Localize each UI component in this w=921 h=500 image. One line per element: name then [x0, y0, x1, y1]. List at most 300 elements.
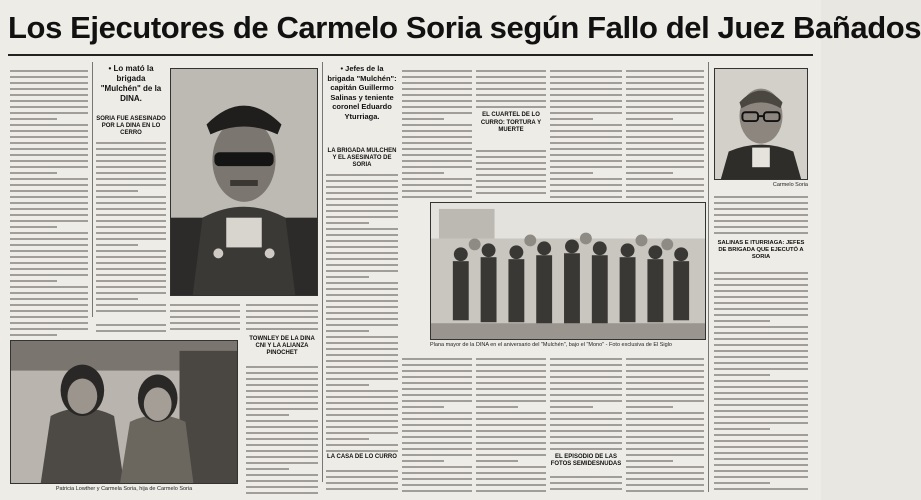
text-line: [476, 436, 546, 438]
text-line: [326, 300, 398, 302]
text-line: [550, 76, 622, 78]
text-line: [714, 338, 808, 340]
text-line: [476, 106, 546, 108]
text-line: [246, 450, 318, 452]
text-line: [626, 136, 704, 138]
text-line: [714, 202, 808, 204]
text-line: [326, 444, 398, 446]
body-column-7b: [550, 354, 622, 450]
text-line: [626, 370, 704, 372]
text-line: [550, 436, 622, 438]
text-line: [402, 394, 472, 396]
caption-group-photo: Plana mayor de la DINA en el aniversario del "Mulchén", bajo el "Mono" - Foto exclusiva de El Siglo: [430, 342, 672, 348]
text-line: [96, 244, 138, 246]
text-line: [246, 474, 318, 476]
text-line: [476, 186, 546, 188]
text-line: [326, 432, 398, 434]
text-line: [246, 462, 318, 464]
text-line: [10, 94, 88, 96]
text-line: [246, 372, 318, 374]
text-line: [626, 472, 704, 474]
text-line: [402, 364, 472, 366]
text-line: [714, 488, 808, 490]
text-line: [402, 148, 472, 150]
text-line: [402, 166, 472, 168]
text-line: [10, 178, 88, 180]
text-line: [96, 160, 166, 162]
text-line: [626, 424, 704, 426]
text-line: [626, 442, 704, 444]
text-line: [714, 452, 808, 454]
text-line: [326, 366, 398, 368]
body-column-6b: [476, 354, 546, 494]
text-line: [10, 220, 88, 222]
text-line: [714, 434, 808, 436]
text-line: [10, 154, 88, 156]
text-line: [550, 160, 622, 162]
text-line: [550, 370, 622, 372]
text-line: [246, 468, 289, 470]
photo-carmelo-soria-portrait: [714, 68, 808, 180]
body-column-2: [96, 138, 166, 316]
text-line: [714, 386, 808, 388]
text-line: [326, 324, 398, 326]
text-line: [10, 106, 88, 108]
text-line: [476, 168, 546, 170]
text-line: [326, 204, 398, 206]
text-line: [326, 378, 398, 380]
text-line: [96, 196, 166, 198]
text-line: [714, 368, 808, 370]
text-line: [246, 492, 318, 494]
text-line: [96, 330, 166, 332]
text-line: [326, 336, 398, 338]
text-line: [402, 76, 472, 78]
text-line: [326, 438, 369, 440]
photo-dina-group: [430, 202, 706, 340]
text-line: [402, 370, 472, 372]
text-line: [326, 174, 398, 176]
text-line: [476, 484, 546, 486]
text-line: [550, 430, 622, 432]
text-line: [10, 256, 88, 258]
text-line: [10, 214, 88, 216]
text-line: [714, 226, 808, 228]
text-line: [96, 148, 166, 150]
text-line: [476, 100, 546, 102]
text-line: [476, 364, 546, 366]
body-column-3a: [170, 300, 240, 330]
text-line: [10, 238, 88, 240]
text-line: [326, 348, 398, 350]
text-line: [714, 410, 808, 412]
text-line: [402, 124, 472, 126]
kicker-dina-cerro: SORIA FUE ASESINADO POR LA DINA EN LO CERRO: [96, 116, 166, 136]
text-line: [714, 196, 808, 198]
text-line: [326, 482, 398, 484]
text-line: [476, 424, 546, 426]
text-line: [96, 268, 166, 270]
text-line: [326, 476, 398, 478]
kicker-episodio: EL EPISODIO DE LAS FOTOS SEMIDESNUDAS: [550, 454, 622, 467]
text-line: [714, 208, 808, 210]
caption-women-photo: Patricia Lowther y Carmela Soria, hija de Carmelo Soria: [55, 486, 193, 492]
text-line: [326, 246, 398, 248]
text-line: [626, 112, 704, 114]
text-line: [476, 70, 546, 72]
text-line: [550, 488, 622, 490]
text-line: [550, 442, 622, 444]
text-line: [550, 448, 622, 450]
text-line: [550, 364, 622, 366]
column-divider: [708, 62, 709, 492]
text-line: [550, 136, 622, 138]
text-line: [476, 370, 546, 372]
text-line: [246, 456, 318, 458]
text-line: [550, 130, 622, 132]
text-line: [246, 438, 318, 440]
text-line: [402, 178, 472, 180]
text-line: [96, 286, 166, 288]
text-line: [550, 418, 622, 420]
text-line: [402, 412, 472, 414]
text-line: [476, 406, 518, 408]
text-line: [402, 142, 472, 144]
text-line: [550, 424, 622, 426]
text-line: [714, 290, 808, 292]
text-line: [714, 374, 770, 376]
text-line: [246, 444, 318, 446]
text-line: [626, 160, 704, 162]
text-line: [246, 328, 318, 330]
text-line: [326, 198, 398, 200]
text-line: [550, 476, 622, 478]
text-line: [476, 448, 546, 450]
text-line: [326, 306, 398, 308]
text-line: [326, 354, 398, 356]
text-line: [714, 458, 808, 460]
text-line: [10, 208, 88, 210]
subhead-jefes: • Jefes de la brigada "Mulchén": capitán Guillermo Salinas y teniente coronel Eduardo Yturriaga.: [327, 64, 397, 121]
text-line: [626, 484, 704, 486]
text-line: [10, 112, 88, 114]
text-line: [246, 480, 318, 482]
text-line: [626, 358, 704, 360]
text-line: [10, 310, 88, 312]
text-line: [550, 394, 622, 396]
subhead-cuartel: EL CUARTEL DE LO CURRO: TORTURA Y MUERTE: [480, 112, 542, 133]
text-line: [10, 316, 88, 318]
text-line: [96, 292, 166, 294]
column-divider: [322, 62, 323, 482]
text-line: [96, 226, 166, 228]
text-line: [96, 154, 166, 156]
text-line: [476, 430, 546, 432]
text-line: [246, 426, 318, 428]
text-line: [626, 388, 704, 390]
text-line: [10, 286, 88, 288]
text-line: [10, 202, 88, 204]
text-line: [10, 130, 88, 132]
text-line: [476, 94, 546, 96]
text-line: [550, 412, 622, 414]
text-line: [326, 264, 398, 266]
text-line: [626, 124, 704, 126]
text-line: [10, 280, 57, 282]
text-line: [626, 76, 704, 78]
text-line: [402, 442, 472, 444]
text-line: [402, 196, 472, 198]
text-line: [10, 292, 88, 294]
text-line: [626, 100, 704, 102]
text-line: [714, 344, 808, 346]
text-line: [714, 308, 808, 310]
text-line: [96, 238, 166, 240]
body-column-5: [402, 66, 472, 198]
text-line: [402, 430, 472, 432]
text-line: [714, 482, 770, 484]
text-line: [714, 392, 808, 394]
text-line: [626, 88, 704, 90]
text-line: [96, 232, 166, 234]
text-line: [550, 382, 622, 384]
text-line: [714, 302, 808, 304]
text-line: [550, 166, 622, 168]
text-line: [626, 418, 704, 420]
text-line: [10, 226, 57, 228]
text-line: [10, 136, 88, 138]
text-line: [10, 100, 88, 102]
text-line: [326, 488, 398, 490]
text-line: [626, 148, 704, 150]
text-line: [402, 382, 472, 384]
text-line: [550, 376, 622, 378]
text-line: [246, 402, 318, 404]
text-line: [626, 412, 704, 414]
text-line: [476, 358, 546, 360]
column-divider: [92, 62, 93, 317]
text-line: [402, 106, 472, 108]
text-line: [402, 100, 472, 102]
text-line: [476, 82, 546, 84]
body-column-6-top: [476, 66, 546, 110]
text-line: [402, 358, 472, 360]
text-line: [402, 460, 444, 462]
text-line: [96, 172, 166, 174]
text-line: [96, 202, 166, 204]
text-line: [96, 208, 166, 210]
text-line: [714, 214, 808, 216]
text-line: [10, 298, 88, 300]
text-line: [402, 70, 472, 72]
text-line: [476, 88, 546, 90]
text-line: [326, 240, 398, 242]
text-line: [326, 312, 398, 314]
body-column-7: [550, 66, 622, 198]
text-line: [476, 162, 546, 164]
text-line: [326, 450, 398, 452]
text-line: [326, 402, 398, 404]
text-line: [96, 310, 166, 312]
text-line: [246, 414, 289, 416]
text-line: [714, 422, 808, 424]
text-line: [626, 118, 673, 120]
text-line: [550, 148, 622, 150]
text-line: [714, 326, 808, 328]
text-line: [96, 250, 166, 252]
text-line: [550, 100, 622, 102]
text-line: [626, 436, 704, 438]
text-line: [626, 430, 704, 432]
text-line: [626, 172, 673, 174]
text-line: [402, 160, 472, 162]
text-line: [10, 118, 57, 120]
body-column-4: [326, 170, 398, 452]
text-line: [550, 94, 622, 96]
body-column-3b: [246, 300, 318, 330]
text-line: [626, 142, 704, 144]
text-line: [326, 470, 398, 472]
text-line: [626, 130, 704, 132]
photo-officer-portrait: [170, 68, 318, 296]
text-line: [326, 270, 398, 272]
text-line: [402, 184, 472, 186]
text-line: [10, 244, 88, 246]
text-line: [550, 82, 622, 84]
body-column-2b: [96, 320, 166, 332]
text-line: [326, 222, 369, 224]
text-line: [246, 390, 318, 392]
text-line: [626, 466, 704, 468]
text-line: [402, 436, 472, 438]
text-line: [326, 390, 398, 392]
text-line: [626, 82, 704, 84]
text-line: [10, 196, 88, 198]
text-line: [476, 156, 546, 158]
text-line: [476, 442, 546, 444]
kicker-brigada: LA BRIGADA MULCHEN Y EL ASESINATO DE SORIA: [327, 148, 397, 168]
text-line: [10, 250, 88, 252]
text-line: [476, 388, 546, 390]
text-line: [714, 350, 808, 352]
text-line: [550, 400, 622, 402]
text-line: [476, 394, 546, 396]
text-line: [10, 76, 88, 78]
text-line: [714, 332, 808, 334]
text-line: [714, 464, 808, 466]
text-line: [326, 396, 398, 398]
text-line: [96, 142, 166, 144]
text-line: [326, 252, 398, 254]
text-line: [96, 214, 166, 216]
text-line: [402, 172, 444, 174]
text-line: [10, 304, 88, 306]
text-line: [714, 356, 808, 358]
body-column-7c: [550, 472, 622, 494]
text-line: [402, 190, 472, 192]
text-line: [10, 322, 88, 324]
text-line: [626, 454, 704, 456]
text-line: [714, 416, 808, 418]
text-line: [476, 490, 546, 492]
text-line: [402, 484, 472, 486]
text-line: [326, 294, 398, 296]
text-line: [402, 472, 472, 474]
headline: Los Ejecutores de Carmelo Soria según Fallo del Juez Bañados: [8, 10, 921, 45]
text-line: [714, 398, 808, 400]
text-line: [96, 190, 138, 192]
text-line: [326, 192, 398, 194]
text-line: [550, 118, 593, 120]
text-line: [550, 88, 622, 90]
text-line: [714, 314, 808, 316]
text-line: [96, 262, 166, 264]
text-line: [326, 342, 398, 344]
text-line: [402, 466, 472, 468]
text-line: [10, 268, 88, 270]
body-column-3c: [246, 362, 318, 494]
text-line: [246, 432, 318, 434]
text-line: [714, 380, 808, 382]
text-line: [476, 418, 546, 420]
text-line: [550, 406, 593, 408]
text-line: [170, 316, 240, 318]
text-line: [326, 426, 398, 428]
text-line: [550, 190, 622, 192]
text-line: [96, 220, 166, 222]
text-line: [550, 358, 622, 360]
text-line: [550, 184, 622, 186]
text-line: [326, 228, 398, 230]
text-line: [326, 318, 398, 320]
text-line: [550, 112, 622, 114]
text-line: [402, 424, 472, 426]
text-line: [476, 180, 546, 182]
text-line: [10, 166, 88, 168]
text-line: [96, 274, 166, 276]
text-line: [626, 400, 704, 402]
text-line: [626, 364, 704, 366]
text-line: [476, 400, 546, 402]
body-column-8b: [626, 354, 704, 494]
text-line: [96, 324, 166, 326]
text-line: [246, 408, 318, 410]
text-line: [402, 454, 472, 456]
text-line: [10, 190, 88, 192]
kicker-casa: LA CASA DE LO CURRO: [327, 454, 397, 460]
text-line: [402, 388, 472, 390]
headline-rule: [8, 54, 813, 56]
text-line: [714, 232, 808, 234]
text-line: [626, 478, 704, 480]
text-line: [96, 178, 166, 180]
text-line: [550, 70, 622, 72]
text-line: [402, 154, 472, 156]
text-line: [10, 70, 88, 72]
text-line: [476, 466, 546, 468]
text-line: [714, 440, 808, 442]
text-line: [714, 428, 770, 430]
text-line: [626, 196, 704, 198]
text-line: [402, 118, 444, 120]
text-line: [246, 384, 318, 386]
text-line: [626, 70, 704, 72]
text-line: [10, 172, 57, 174]
text-line: [550, 178, 622, 180]
text-line: [402, 448, 472, 450]
text-line: [476, 150, 546, 152]
text-line: [170, 304, 240, 306]
